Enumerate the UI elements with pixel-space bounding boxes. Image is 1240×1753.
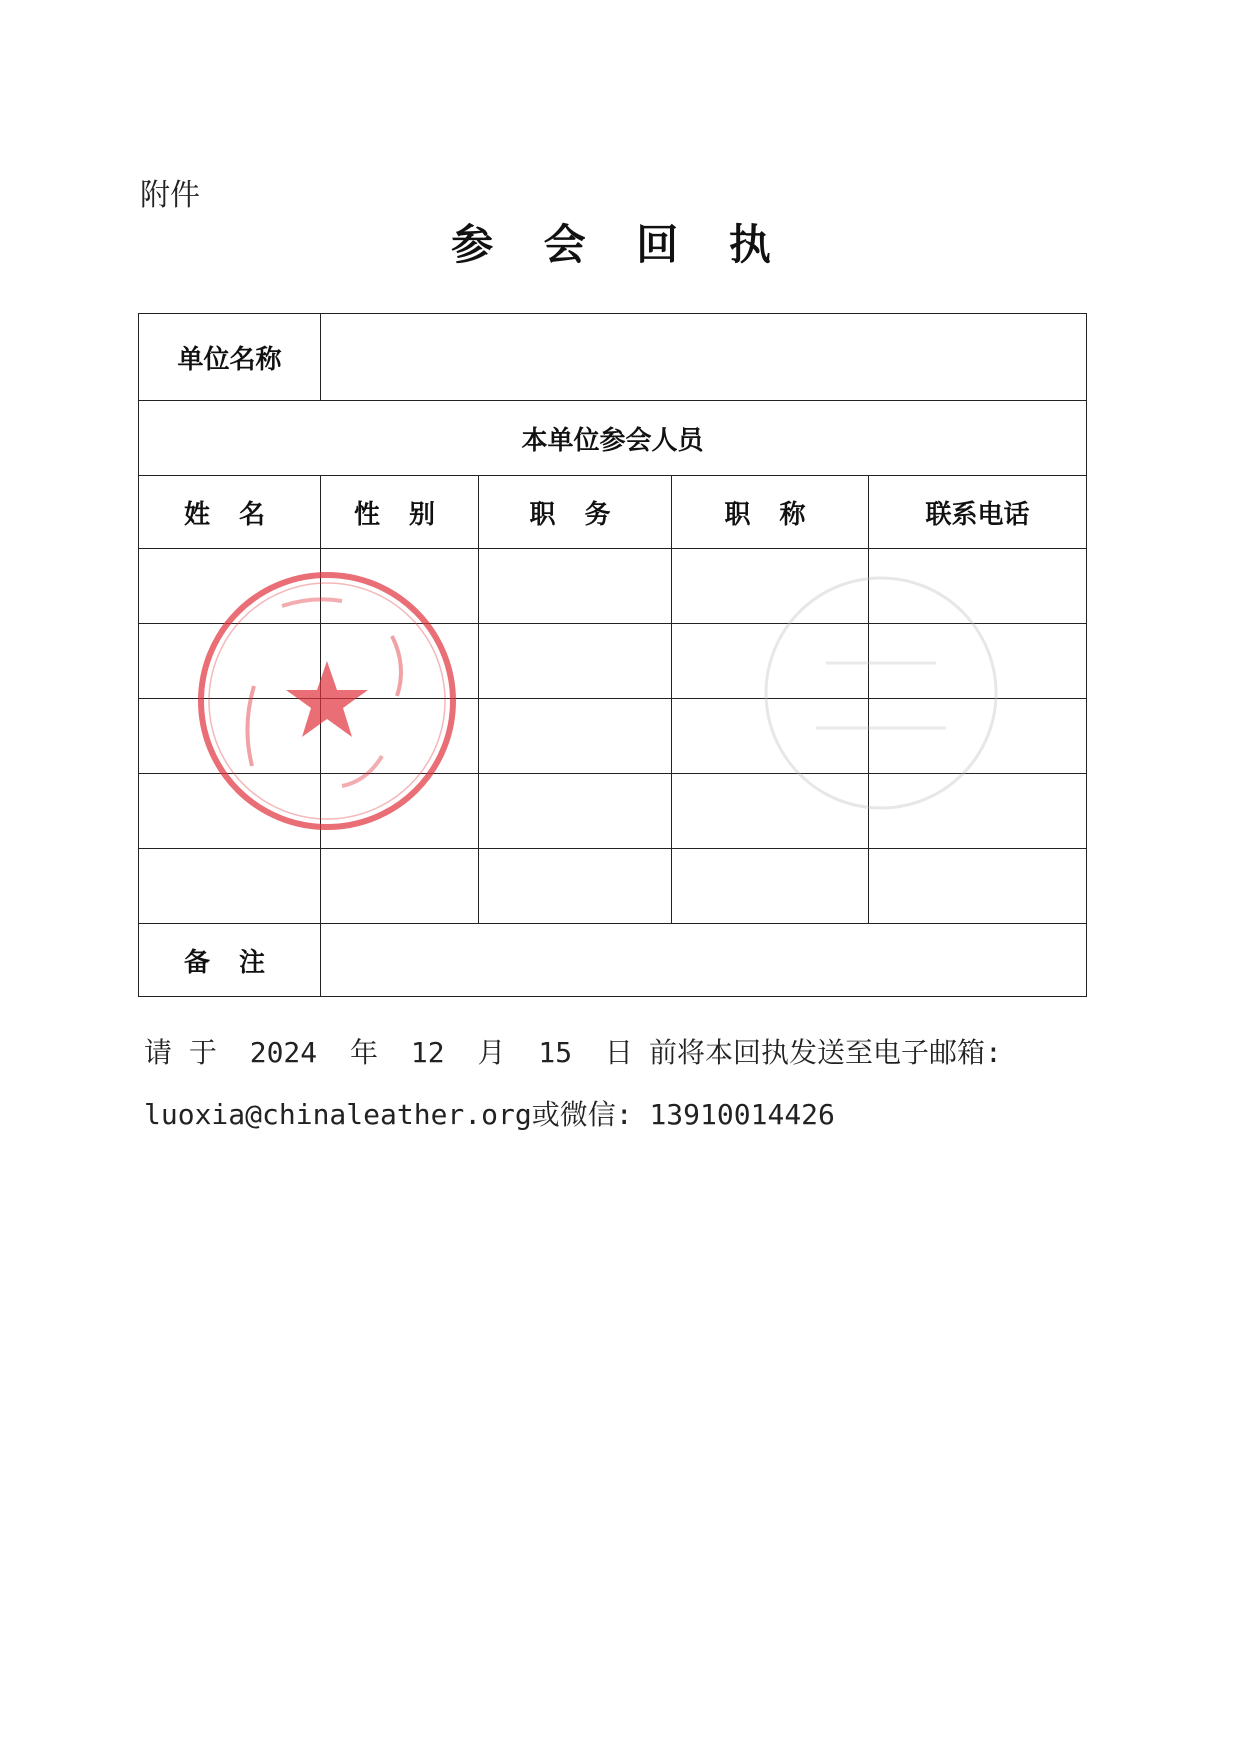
note-prefix: 请 于 [144, 1036, 217, 1069]
table-row [139, 699, 1087, 774]
gender-cell[interactable] [321, 699, 479, 774]
table-row [139, 549, 1087, 624]
section-label: 本单位参会人员 [139, 401, 1087, 476]
name-cell[interactable] [139, 699, 321, 774]
note-text: 前将本回执发送至电子邮箱: [648, 1036, 1002, 1069]
document-title: 参 会 回 执 [451, 220, 789, 269]
table-row [139, 624, 1087, 699]
remarks-field[interactable] [321, 924, 1087, 997]
unit-name-label: 单位名称 [139, 314, 321, 401]
phone-cell[interactable] [869, 624, 1087, 699]
table-row [139, 849, 1087, 924]
phone-cell[interactable] [869, 699, 1087, 774]
position-cell[interactable] [479, 549, 672, 624]
gender-cell[interactable] [321, 549, 479, 624]
note-year-unit: 年 [350, 1036, 379, 1069]
gender-cell[interactable] [321, 624, 479, 699]
title-cell[interactable] [672, 849, 869, 924]
position-cell[interactable] [479, 774, 672, 849]
name-cell[interactable] [139, 774, 321, 849]
remarks-row [139, 924, 1087, 997]
position-cell[interactable] [479, 849, 672, 924]
note-year: 2024 [249, 1036, 318, 1069]
column-header-position: 职 务 [479, 476, 672, 549]
wechat-number: 13910014426 [649, 1098, 835, 1131]
column-header-title: 职 称 [672, 476, 869, 549]
note-month-unit: 月 [477, 1036, 506, 1069]
phone-cell[interactable] [869, 774, 1087, 849]
column-header-gender: 性 别 [321, 476, 479, 549]
title-cell[interactable] [672, 774, 869, 849]
unit-name-row [139, 314, 1087, 401]
column-header-row [139, 476, 1087, 549]
submission-note [144, 1022, 1094, 1146]
column-header-name: 姓 名 [139, 476, 321, 549]
unit-name-field[interactable] [321, 314, 1087, 401]
contact-email[interactable]: luoxia@chinaleather.org [144, 1098, 532, 1131]
title-cell[interactable] [672, 549, 869, 624]
note-day-unit: 日 [604, 1036, 633, 1069]
remarks-label: 备 注 [139, 924, 321, 997]
gender-cell[interactable] [321, 774, 479, 849]
submission-note-line-1 [144, 1022, 1094, 1084]
title-cell[interactable] [672, 699, 869, 774]
phone-cell[interactable] [869, 549, 1087, 624]
gender-cell[interactable] [321, 849, 479, 924]
column-header-phone: 联系电话 [869, 476, 1087, 549]
note-month: 12 [410, 1036, 445, 1069]
table-row [139, 774, 1087, 849]
name-cell[interactable] [139, 549, 321, 624]
title-cell[interactable] [672, 624, 869, 699]
section-row [139, 401, 1087, 476]
attachment-label: 附件 [140, 178, 200, 213]
phone-cell[interactable] [869, 849, 1087, 924]
position-cell[interactable] [479, 699, 672, 774]
submission-note-line-2 [144, 1084, 1094, 1146]
or-wechat-label: 或微信: [531, 1098, 633, 1131]
note-day: 15 [538, 1036, 573, 1069]
position-cell[interactable] [479, 624, 672, 699]
name-cell[interactable] [139, 624, 321, 699]
registration-form-table [138, 313, 1087, 997]
name-cell[interactable] [139, 849, 321, 924]
